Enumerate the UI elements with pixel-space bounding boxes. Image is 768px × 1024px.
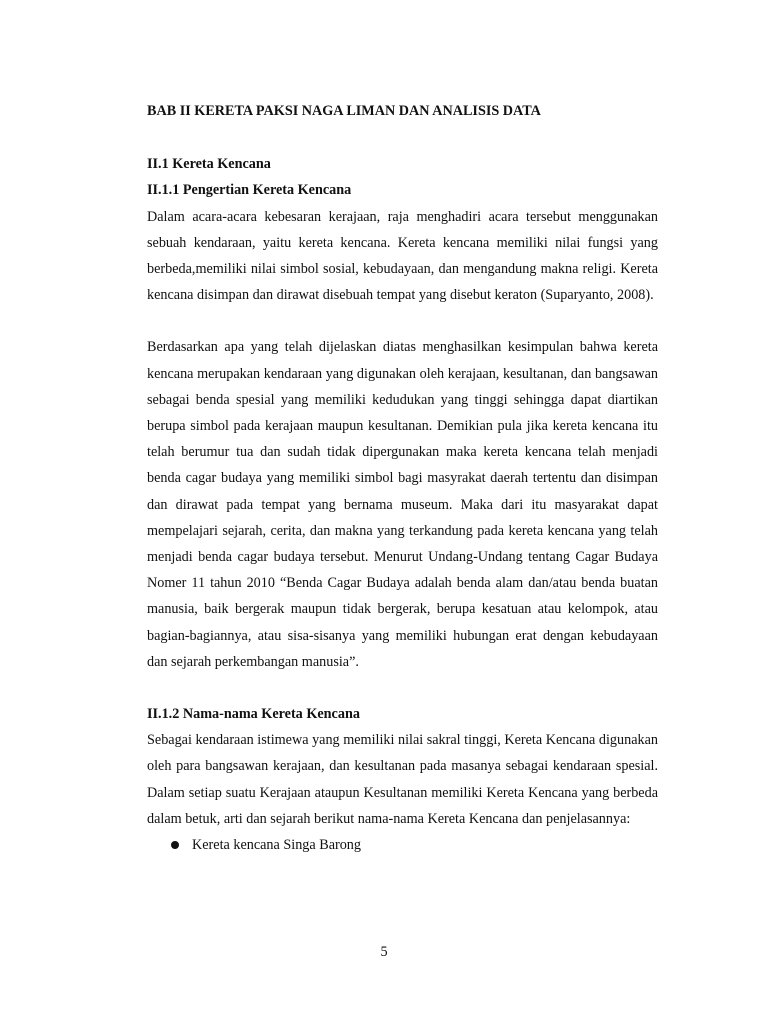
section-heading: II.1 Kereta Kencana (147, 156, 271, 173)
bullet-icon (171, 841, 179, 849)
chapter-heading: BAB II KERETA PAKSI NAGA LIMAN DAN ANALISIS DATA (147, 103, 541, 119)
paragraph-1: Dalam acara-acara kebesaran kerajaan, raja menghadiri acara tersebut menggunakan sebuah kendaraan, yaitu kereta kencana. Kereta kencana memiliki nilai fungsi yang berbeda,memiliki nilai simbol sosial, kebudayaan, dan mengandung makna religi. Kereta kencana disimpan dan dirawat disebuah tempat yang disebut keraton (Suparyanto, 2008). (147, 208, 658, 304)
bullet-list (147, 832, 658, 858)
list-item-text: Kereta kencana Singa Barong (192, 837, 361, 854)
paragraph-3: Sebagai kendaraan istimewa yang memiliki nilai sakral tinggi, Kereta Kencana digunakan oleh para bangsawan kerajaan, dan kesultanan pada masanya sebagai kendaraan spesial. Dalam setiap suatu Kerajaan ataupun Kesultanan memiliki Kereta Kencana yang berbeda dalam betuk, arti dan sejarah berikut nama-nama Kereta Kencana dan penjelasannya: (147, 732, 658, 827)
page-number: 5 (380, 944, 388, 960)
paragraph-2: Berdasarkan apa yang telah dijelaskan diatas menghasilkan kesimpulan bahwa kereta kencana merupakan kendaraan yang digunakan oleh kerajaan, kesultanan, dan bangsawan sebagai benda spesial yang memiliki kedudukan yang tinggi sehingga dapat diartikan berupa simbol pada kerajaan maupun kesultanan. Demikian pula jika kereta kencana itu telah berumur tua dan sudah tidak dipergunakan maka kereta kencana telah menjadi benda cagar budaya yang memiliki simbol bagi masyrakat daerah tertentu dan disimpan dan dirawat pada tempat yang bernama museum. Maka dari itu masyarakat dapat mempelajari sejarah, cerita, dan makna yang terkandung pada kereta kencana yang telah menjadi benda cagar budaya tersebut. Menurut Undang-Undang tentang Cagar Budaya Nomer 11 tahun 2010 “Benda Cagar Budaya adalah benda alam dan/atau benda buatan manusia, baik bergerak maupun tidak bergerak, berupa kesatuan atau kelompok, atau bagian-bagiannya, atau sisa-sisanya yang memiliki hubungan erat dengan kebudayaan dan sejarah perkembangan manusia”. (147, 339, 658, 670)
page-body (147, 98, 658, 858)
list-item (147, 832, 658, 858)
subsection-heading-1: II.1.1 Pengertian Kereta Kencana (147, 182, 352, 199)
subsection-heading-2: II.1.2 Nama-nama Kereta Kencana (147, 706, 360, 723)
